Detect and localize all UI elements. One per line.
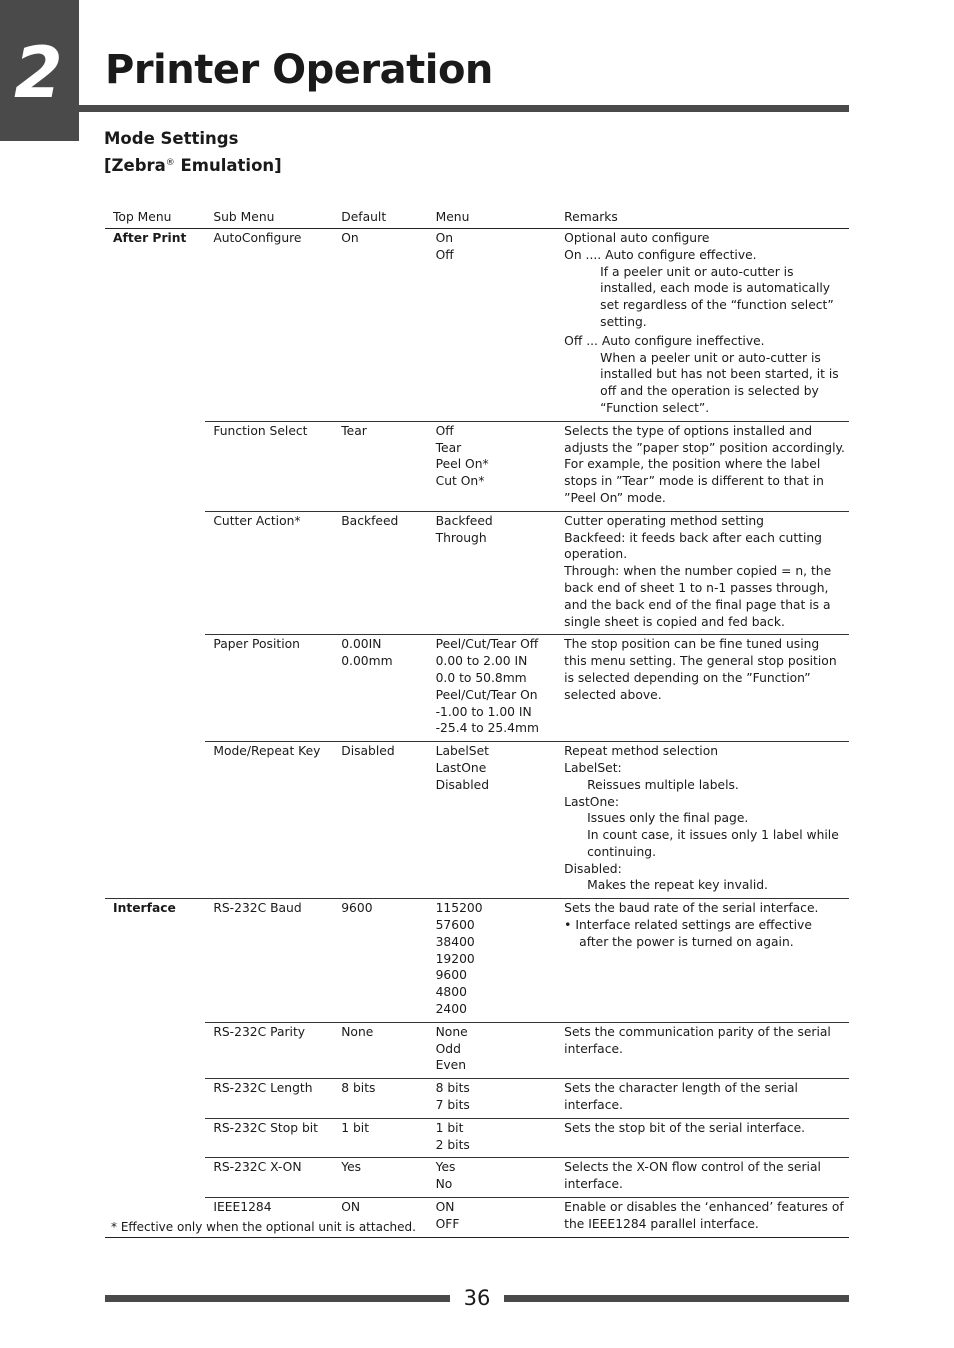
section-subtitle: [Zebra® Emulation] [104,156,282,175]
default-value: ON [333,1198,427,1238]
default-value: Yes [333,1158,427,1198]
default-value: Disabled [333,742,427,899]
sub-menu: Cutter Action* [205,511,333,635]
table-row [105,1022,849,1078]
sub-menu: RS-232C Stop bit [205,1118,333,1158]
menu-options: Peel/Cut/Tear Off 0.00 to 2.00 IN 0.0 to 50.8mm Peel/Cut/Tear On -1.00 to 1.00 IN -25.4 to 25.4mm [428,635,557,742]
menu-options: Yes No [428,1158,557,1198]
settings-table [105,208,849,1238]
table-row [105,1118,849,1158]
footer-rule-right [504,1295,849,1302]
sub-menu: RS-232C Baud [205,899,333,1023]
menu-options: LabelSet LastOne Disabled [428,742,557,899]
page-title: Printer Operation [105,47,493,93]
menu-options: 8 bits 7 bits [428,1079,557,1119]
sub-menu: Function Select [205,421,333,511]
default-value: Backfeed [333,511,427,635]
title-rule [79,105,849,112]
col-default: Default [333,208,427,229]
top-menu-after-print: After Print [105,229,205,899]
col-sub-menu: Sub Menu [205,208,333,229]
default-value: 8 bits [333,1079,427,1119]
menu-options: 115200 57600 38400 19200 9600 4800 2400 [428,899,557,1023]
table-row [105,1079,849,1119]
sub-menu: Mode/Repeat Key [205,742,333,899]
remarks: Cutter operating method setting Backfeed: it feeds back after each cutting operation. Through: when the number copied = n, the back end of sheet 1 to n-1 passes through, and the back end of the final page that is a single sheet is copied and fed back. [556,511,849,635]
top-menu-interface: Interface [105,899,205,1237]
col-top-menu: Top Menu [105,208,205,229]
menu-options: ON OFF [428,1198,557,1238]
remarks: Sets the communication parity of the serial interface. [556,1022,849,1078]
table-row [105,899,849,1023]
remarks: Sets the stop bit of the serial interface. [556,1118,849,1158]
table-row [105,635,849,742]
remarks: Sets the character length of the serial interface. [556,1079,849,1119]
default-value: 9600 [333,899,427,1023]
chapter-number: 2 [14,32,63,114]
default-value: 0.00IN 0.00mm [333,635,427,742]
sub-menu: Paper Position [205,635,333,742]
table-row [105,229,849,422]
menu-options: On Off [428,229,557,422]
menu-options: None Odd Even [428,1022,557,1078]
table-row [105,1158,849,1198]
menu-options: Backfeed Through [428,511,557,635]
default-value: 1 bit [333,1118,427,1158]
table-header [105,208,849,229]
menu-options: Off Tear Peel On* Cut On* [428,421,557,511]
col-menu: Menu [428,208,557,229]
section-heading [104,126,282,178]
remarks: Repeat method selection LabelSet: Reissues multiple labels. LastOne: Issues only the final page. In count case, it issues only 1 label while continuing. Disabled: Makes the repeat key invalid. [556,742,849,899]
sub-menu: RS-232C Parity [205,1022,333,1078]
sub-menu: RS-232C Length [205,1079,333,1119]
default-value: On [333,229,427,422]
footer-rule-left [105,1295,450,1302]
col-remarks: Remarks [556,208,849,229]
footnote: * Effective only when the optional unit is attached. [111,1220,416,1234]
default-value: None [333,1022,427,1078]
remarks: The stop position can be fine tuned using this menu setting. The general stop position is selected depending on the ”Function” selected above. [556,635,849,742]
table-row [105,421,849,511]
sub-menu: AutoConfigure [205,229,333,422]
section-title: Mode Settings [104,129,239,148]
sub-menu: IEEE1284 [205,1198,333,1238]
remarks: Optional auto configure On .... Auto configure effective. If a peeler unit or auto-cutter is installed, each mode is automatically set regardless of the “function select” setting. Off ... Auto configure ineffective. When a peeler unit or auto-cutter is installed but has not been started, it is off and the operation is selected by “Function select”. [556,229,849,422]
remarks: Selects the X-ON flow control of the serial interface. [556,1158,849,1198]
registered-mark: ® [165,158,175,168]
sub-menu: RS-232C X-ON [205,1158,333,1198]
default-value: Tear [333,421,427,511]
remarks: Selects the type of options installed and adjusts the ”paper stop” position accordingly. For example, the position where the label stops in ”Tear” mode is different to that in ”Peel On” mode. [556,421,849,511]
remarks: Enable or disables the ‘enhanced’ features of the IEEE1284 parallel interface. [556,1198,849,1238]
chapter-tab [0,0,79,141]
table-row [105,742,849,899]
menu-options: 1 bit 2 bits [428,1118,557,1158]
remarks: Sets the baud rate of the serial interface. • Interface related settings are effective after the power is turned on again. [556,899,849,1023]
table-row [105,511,849,635]
page-number: 36 [463,1286,491,1310]
